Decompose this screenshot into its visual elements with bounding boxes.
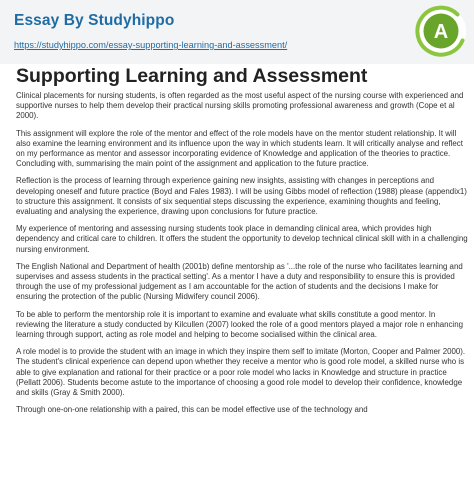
logo-letter: A — [433, 21, 449, 43]
article-paragraph: Reflection is the process of learning through experience gaining new insights, assisting with changes in perceptions and developing oneself and future practice (Boyd and Fales 1983). I will be using Gibbs model of reflection (1988) please (appendix1) to structure this assignment. It consists of six sequential steps discussing the experience, examining thoughts and feeling, evaluating and analysing the experience, drawing upon conclusions for future practice. — [16, 176, 467, 217]
article-paragraph: The English National and Department of health (2001b) define mentorship as '...the role of the nurse who facilitates learning and supervises and assess students in the practical setting'. As a mentor I have a duty and responsibility to ensure this is provided through the use of my professional judgement as I am accountable for the action of students and the decisions I make for ensuring the protection of the public (Nursing Midwifery council 2006). — [16, 261, 463, 302]
article-paragraph: My experience of mentoring and assessing nursing students took place in demanding clinical area, which provides high dependency and critical care to children. It offers the student the opportunity to develop technical clinical skill with in a challenging nursing environment. — [16, 224, 468, 254]
article-paragraph: A role model is to provide the student with an image in which they inspire them self to imitate (Morton, Cooper and Palmer 2000). The student's clinical experience can depend upon whether they receive a mentor who is good role model, a skilled nurse who is able to give explanation and rational for their practice or a poor role model who lacks in Knowledge and structure in practice (Pellatt 2006). Students become astute to the importance of choosing a good role model to develop their confidence, knowledge and skills (Gray & Smith 2000). — [16, 347, 466, 398]
article-paragraph: This assignment will explore the role of the mentor and effect of the role models have on the mentor student relationship. It will also examine the learning environment and its influence upon the way in which students learn. It will critically analyse and reflect on my performance as mentor and assessor incorporating evidence of Knowledge and application of the theories to practice. Concluding with, summarising the main point of the assignment and application to the future practice. — [16, 128, 463, 169]
site-brand[interactable]: Essay By Studyhippo — [14, 12, 175, 29]
site-header — [0, 0, 474, 64]
article-body — [16, 91, 468, 422]
studyhippo-a-badge-icon[interactable] — [414, 4, 468, 58]
article-paragraph: Clinical placements for nursing students, is often regarded as the most useful aspect of the nursing course with experienced and supportive nurses to help them develop their practical nursing skills promoting professional awareness and growth (Cope et al 2000). — [16, 91, 464, 121]
article-paragraph: Through one-on-one relationship with a paired, this can be model effective use of the technology and — [16, 405, 368, 415]
article-title: Supporting Learning and Assessment — [16, 65, 368, 87]
article-url-link[interactable]: https://studyhippo.com/essay-supporting-learning-and-assessment/ — [14, 40, 288, 50]
article-paragraph: To be able to perform the mentorship role it is important to examine and evaluate what skills constitute a good mentor. In reviewing the literature a study conducted by Kilcullen (2007) looked the role of a good mentors played a major role n enhancing learning through support, acting as role model and helping to become socialised within the clinical area. — [16, 309, 463, 340]
